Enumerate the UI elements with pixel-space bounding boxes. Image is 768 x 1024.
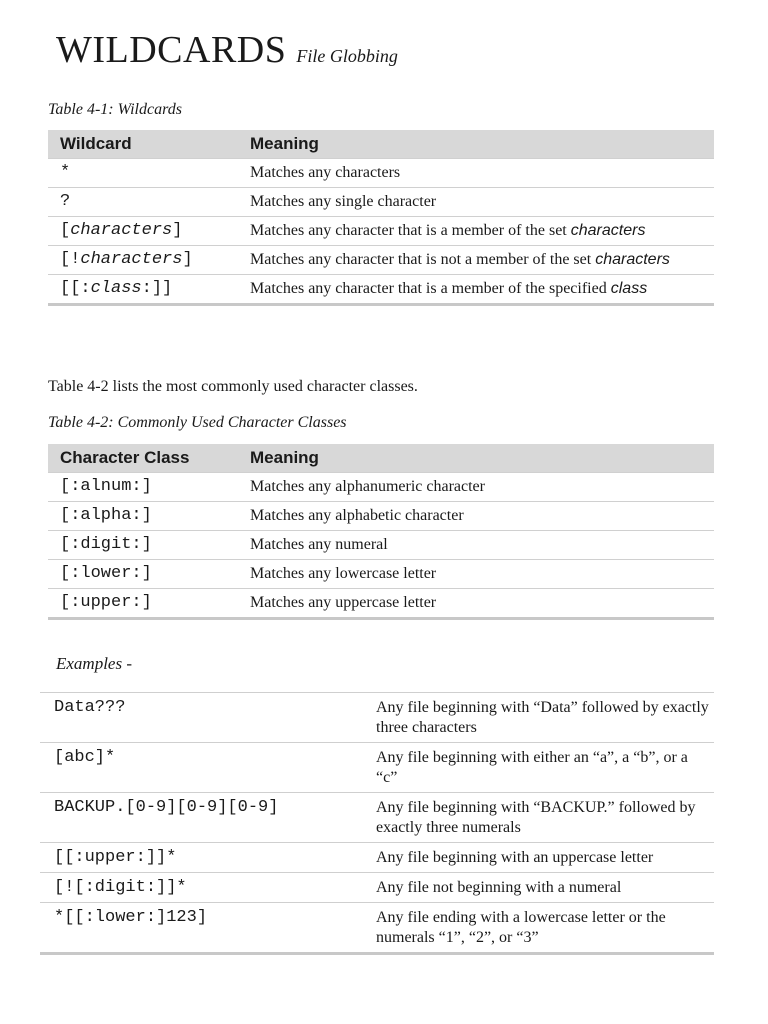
pattern-cell: [[:upper:]]* [40,843,362,873]
table1-caption: Table 4-1: Wildcards [48,101,182,118]
table-row [40,793,714,843]
wildcard-cell: ? [48,188,238,217]
table-row [40,843,714,873]
wildcard-cell [48,246,238,275]
meaning-cell: Matches any alphanumeric character [238,473,714,502]
table-row [48,217,714,246]
pattern-cell: [![:digit:]]* [40,873,362,903]
table-row [48,589,714,619]
wildcard-cell [48,275,238,305]
meaning-cell: Matches any lowercase letter [238,560,714,589]
class-cell: [:upper:] [48,589,238,619]
meaning-text: Matches any character that is a member of the specified [250,280,611,297]
wildcard-cell: * [48,159,238,188]
pattern-cell: *[[:lower:]123] [40,903,362,954]
pattern-cell: BACKUP.[0-9][0-9][0-9] [40,793,362,843]
meaning-cell [238,275,714,305]
class-cell: [:lower:] [48,560,238,589]
title-main: WILDCARDS [56,29,287,71]
table-row [48,275,714,305]
table-row [48,188,714,217]
meaning-cell: Matches any numeral [238,531,714,560]
table-header-row [48,444,714,473]
column-header-meaning: Meaning [238,130,714,159]
table-header-row [48,130,714,159]
class-cell: [:alpha:] [48,502,238,531]
table-row [40,903,714,954]
meaning-cell: Matches any characters [238,159,714,188]
meaning-italic: class [610,280,648,297]
character-classes-table [48,444,714,620]
wildcard-prefix: [ [60,221,71,240]
wildcard-prefix: [! [60,250,81,269]
column-header-wildcard: Wildcard [48,130,238,159]
meaning-text: Matches any character that is not a member of the set [250,251,596,268]
meaning-cell: Matches any uppercase letter [238,589,714,619]
table-row [48,531,714,560]
description-cell: Any file not beginning with a numeral [362,873,714,903]
meaning-cell [238,246,714,275]
description-cell: Any file beginning with either an “a”, a “b”, or a “c” [362,743,714,793]
meaning-cell: Matches any single character [238,188,714,217]
wildcards-table [48,130,714,306]
table-row [48,246,714,275]
column-header-character-class: Character Class [48,444,238,473]
class-cell: [:alnum:] [48,473,238,502]
wildcard-italic: class [90,279,142,298]
examples-table [40,692,714,955]
table-row [40,873,714,903]
class-cell: [:digit:] [48,531,238,560]
column-header-meaning: Meaning [238,444,714,473]
description-cell: Any file ending with a lowercase letter or the numerals “1”, “2”, or “3” [362,903,714,954]
meaning-text: Matches any character that is a member of the set [250,222,571,239]
table-row [48,560,714,589]
title-subtitle: File Globbing [296,46,398,66]
description-cell: Any file beginning with “BACKUP.” followed by exactly three numerals [362,793,714,843]
table-row [40,693,714,743]
table-row [48,502,714,531]
examples-label: Examples - [56,654,133,673]
table-row [48,473,714,502]
wildcard-italic: characters [70,221,173,240]
pattern-cell: Data??? [40,693,362,743]
meaning-cell: Matches any alphabetic character [238,502,714,531]
wildcard-suffix: :]] [141,279,173,298]
wildcard-suffix: ] [182,250,193,269]
description-cell: Any file beginning with “Data” followed by exactly three characters [362,693,714,743]
wildcard-suffix: ] [172,221,183,240]
description-cell: Any file beginning with an uppercase letter [362,843,714,873]
table-row [40,743,714,793]
wildcard-italic: characters [80,250,183,269]
pattern-cell: [abc]* [40,743,362,793]
page-title [56,28,398,72]
wildcard-prefix: [[: [60,279,91,298]
table2-caption: Table 4-2: Commonly Used Character Classes [48,414,347,431]
meaning-italic: characters [595,251,670,268]
meaning-italic: characters [570,222,646,239]
table-row [48,159,714,188]
intro-paragraph: Table 4-2 lists the most commonly used character classes. [48,378,418,395]
meaning-cell [238,217,714,246]
wildcard-cell [48,217,238,246]
